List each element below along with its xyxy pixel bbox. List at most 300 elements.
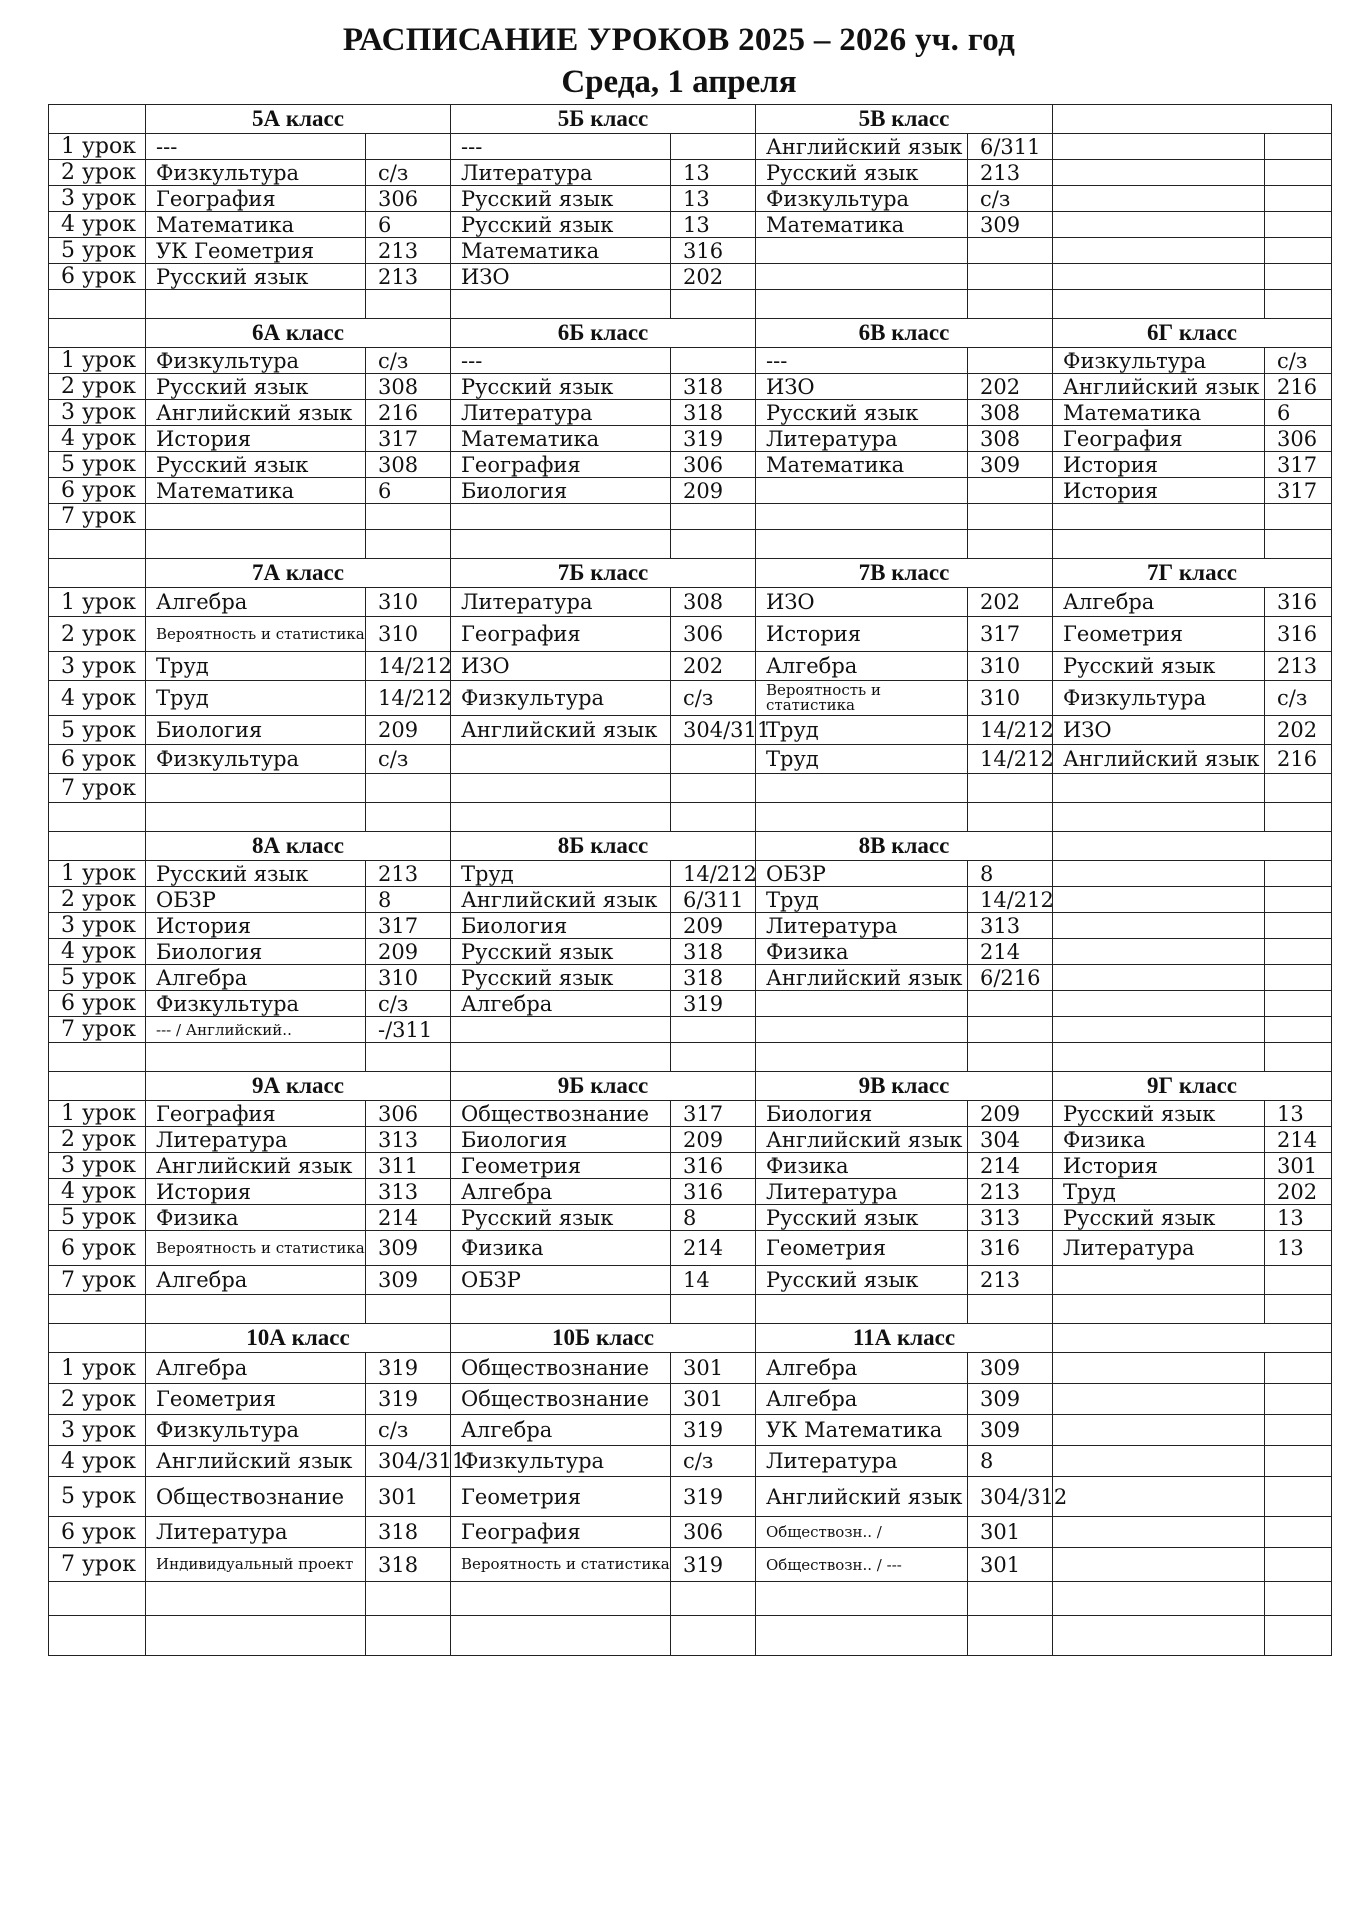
room-cell: с/з [671, 681, 756, 716]
lesson-number: 7 урок [49, 504, 146, 530]
spacer-row [49, 1582, 1332, 1616]
subject-cell [146, 774, 366, 803]
page-title: РАСПИСАНИЕ УРОКОВ 2025 – 2026 уч. год [342, 22, 1016, 58]
subject-cell: УК Математика [756, 1415, 968, 1446]
room-cell [968, 504, 1053, 530]
subject-cell [1053, 1384, 1265, 1415]
lesson-number: 1 урок [49, 134, 146, 160]
lesson-number: 3 урок [49, 1415, 146, 1446]
room-cell [671, 774, 756, 803]
subject-cell: Английский язык [146, 1446, 366, 1477]
lesson-number: 2 урок [49, 617, 146, 652]
subject-cell: Физкультура [451, 1446, 671, 1477]
lesson-number: 6 урок [49, 1517, 146, 1548]
class-name: 7Г класс [1053, 559, 1332, 588]
empty-cell [1053, 1043, 1265, 1072]
lesson-number: 4 урок [49, 1179, 146, 1205]
subject-cell: География [1053, 426, 1265, 452]
subject-cell: Труд [1053, 1179, 1265, 1205]
lesson-number: 1 урок [49, 861, 146, 887]
subject-cell: Литература [756, 913, 968, 939]
empty-cell [1265, 803, 1332, 832]
room-cell: 213 [1265, 652, 1332, 681]
class-name: 9Б класс [451, 1072, 756, 1101]
room-cell: 316 [671, 1179, 756, 1205]
subject-cell [756, 478, 968, 504]
room-cell: -/311 [366, 1017, 451, 1043]
subject-cell: Геометрия [1053, 617, 1265, 652]
class-name: 5В класс [756, 105, 1053, 134]
room-cell [366, 774, 451, 803]
room-cell: 213 [968, 160, 1053, 186]
room-cell [671, 1017, 756, 1043]
room-cell: 310 [366, 588, 451, 617]
subject-cell: Труд [146, 652, 366, 681]
class-name: 9А класс [146, 1072, 451, 1101]
room-cell: 209 [671, 478, 756, 504]
class-header-row [49, 105, 1332, 134]
subject-cell: Русский язык [756, 400, 968, 426]
lesson-number: 7 урок [49, 1266, 146, 1295]
empty-cell [366, 803, 451, 832]
lesson-number: 2 урок [49, 887, 146, 913]
class-name [1053, 832, 1332, 861]
class-name: 6Б класс [451, 319, 756, 348]
room-cell: 308 [366, 452, 451, 478]
room-cell [968, 264, 1053, 290]
subject-cell: Обществознание [451, 1101, 671, 1127]
subject-cell: Математика [451, 426, 671, 452]
subject-cell: Математика [146, 212, 366, 238]
room-cell: 319 [671, 1415, 756, 1446]
subject-cell: Русский язык [146, 264, 366, 290]
spacer-row [49, 530, 1332, 559]
room-cell: 316 [671, 238, 756, 264]
subject-cell [1053, 965, 1265, 991]
empty-cell [451, 1616, 671, 1656]
subject-cell: Английский язык [756, 1127, 968, 1153]
subject-cell: Геометрия [146, 1384, 366, 1415]
subject-cell: Алгебра [451, 1179, 671, 1205]
subject-cell: --- [756, 348, 968, 374]
subject-cell: Физкультура [146, 160, 366, 186]
lesson-number: 4 урок [49, 1446, 146, 1477]
empty-cell [1265, 1295, 1332, 1324]
room-cell: 213 [366, 861, 451, 887]
subject-cell: Литература [146, 1517, 366, 1548]
subject-cell: Физкультура [451, 681, 671, 716]
subject-cell: ИЗО [451, 264, 671, 290]
subject-cell: Алгебра [451, 991, 671, 1017]
subject-cell [1053, 264, 1265, 290]
lesson-row [49, 1548, 1332, 1582]
subject-cell: География [146, 186, 366, 212]
room-cell: 14/212 [671, 861, 756, 887]
room-cell [968, 478, 1053, 504]
subject-cell: ОБЗР [146, 887, 366, 913]
lesson-row [49, 400, 1332, 426]
lesson-number: 4 урок [49, 681, 146, 716]
room-cell: 6 [366, 212, 451, 238]
subject-cell: Математика [146, 478, 366, 504]
lesson-row [49, 348, 1332, 374]
room-cell: 202 [1265, 1179, 1332, 1205]
room-cell: 313 [968, 913, 1053, 939]
class-header-row [49, 1072, 1332, 1101]
room-cell: 306 [671, 452, 756, 478]
lesson-row [49, 1153, 1332, 1179]
subject-cell: Русский язык [451, 374, 671, 400]
subject-cell: ИЗО [756, 588, 968, 617]
room-cell: 214 [1265, 1127, 1332, 1153]
room-cell: 301 [671, 1353, 756, 1384]
subject-cell: Биология [451, 1127, 671, 1153]
room-cell: 318 [671, 400, 756, 426]
lesson-row [49, 212, 1332, 238]
subject-cell: Геометрия [756, 1231, 968, 1266]
lesson-row [49, 1446, 1332, 1477]
room-cell: 316 [968, 1231, 1053, 1266]
empty-cell [1053, 530, 1265, 559]
room-cell: 316 [1265, 617, 1332, 652]
subject-cell: Английский язык [451, 716, 671, 745]
subject-cell: Физкультура [1053, 681, 1265, 716]
lesson-row [49, 264, 1332, 290]
subject-cell [1053, 1017, 1265, 1043]
subject-cell [451, 745, 671, 774]
empty-cell [671, 803, 756, 832]
room-cell: 301 [671, 1384, 756, 1415]
subject-cell [1053, 212, 1265, 238]
class-name: 6А класс [146, 319, 451, 348]
room-cell: 209 [366, 939, 451, 965]
subject-cell: История [1053, 452, 1265, 478]
subject-cell: Труд [451, 861, 671, 887]
room-cell: 310 [366, 965, 451, 991]
subject-cell: Вероятность и статистика [756, 681, 968, 716]
lesson-number: 7 урок [49, 1017, 146, 1043]
class-name: 10Б класс [451, 1324, 756, 1353]
lesson-row [49, 1477, 1332, 1517]
lesson-row [49, 1384, 1332, 1415]
room-cell: 13 [671, 160, 756, 186]
room-cell [1265, 1446, 1332, 1477]
subject-cell: Алгебра [756, 652, 968, 681]
room-cell: 216 [366, 400, 451, 426]
lesson-number: 3 урок [49, 400, 146, 426]
room-cell [366, 504, 451, 530]
empty-cell [49, 1295, 146, 1324]
subject-cell: --- [451, 348, 671, 374]
lesson-number: 2 урок [49, 1384, 146, 1415]
empty-cell [756, 530, 968, 559]
subject-cell: Биология [451, 913, 671, 939]
empty-cell [451, 1295, 671, 1324]
empty-cell [146, 290, 366, 319]
room-cell: 14/212 [968, 887, 1053, 913]
subject-cell: Обществозн.. / --- [756, 1548, 968, 1582]
subject-cell: Английский язык [146, 400, 366, 426]
subject-cell: Английский язык [1053, 374, 1265, 400]
room-cell: 309 [968, 1415, 1053, 1446]
lesson-number: 4 урок [49, 426, 146, 452]
empty-cell [366, 530, 451, 559]
subject-cell: ОБЗР [756, 861, 968, 887]
subject-cell: Математика [451, 238, 671, 264]
lesson-number: 2 урок [49, 1127, 146, 1153]
empty-cell [1053, 1616, 1265, 1656]
room-cell [1265, 991, 1332, 1017]
header-corner-cell [49, 559, 146, 588]
room-cell: 8 [671, 1205, 756, 1231]
lesson-number: 1 урок [49, 1101, 146, 1127]
room-cell: 6 [366, 478, 451, 504]
lesson-row [49, 588, 1332, 617]
room-cell: 308 [366, 374, 451, 400]
room-cell: 313 [366, 1127, 451, 1153]
subject-cell: История [1053, 1153, 1265, 1179]
room-cell: 14/212 [968, 745, 1053, 774]
empty-cell [451, 1043, 671, 1072]
subject-cell [451, 774, 671, 803]
empty-cell [1265, 1043, 1332, 1072]
room-cell [968, 238, 1053, 264]
lesson-row [49, 186, 1332, 212]
class-name: 7В класс [756, 559, 1053, 588]
room-cell [968, 774, 1053, 803]
room-cell [1265, 913, 1332, 939]
subject-cell [756, 774, 968, 803]
subject-cell: Русский язык [756, 1266, 968, 1295]
subject-cell: Английский язык [756, 965, 968, 991]
room-cell: 13 [1265, 1101, 1332, 1127]
room-cell: 308 [968, 426, 1053, 452]
subject-cell [756, 238, 968, 264]
lesson-number: 3 урок [49, 186, 146, 212]
subject-cell: Обществозн.. / [756, 1517, 968, 1548]
subject-cell [756, 504, 968, 530]
subject-cell [1053, 1266, 1265, 1295]
room-cell: 317 [968, 617, 1053, 652]
subject-cell: Английский язык [1053, 745, 1265, 774]
lesson-number: 3 урок [49, 652, 146, 681]
room-cell [1265, 1548, 1332, 1582]
subject-cell: Биология [146, 716, 366, 745]
room-cell: с/з [968, 186, 1053, 212]
room-cell [1265, 186, 1332, 212]
subject-cell: Труд [756, 745, 968, 774]
empty-cell [146, 803, 366, 832]
subject-cell: Алгебра [451, 1415, 671, 1446]
subject-cell [1053, 913, 1265, 939]
room-cell: 14/212 [968, 716, 1053, 745]
subject-cell: ИЗО [1053, 716, 1265, 745]
subject-cell: Литература [756, 1446, 968, 1477]
subject-cell: ОБЗР [451, 1266, 671, 1295]
subject-cell [756, 264, 968, 290]
subject-cell [1053, 861, 1265, 887]
subject-cell: Русский язык [146, 861, 366, 887]
room-cell: 309 [968, 1353, 1053, 1384]
empty-cell [671, 290, 756, 319]
room-cell [1265, 1384, 1332, 1415]
room-cell [671, 745, 756, 774]
subject-cell [451, 1017, 671, 1043]
subject-cell [1053, 1548, 1265, 1582]
subject-cell: Английский язык [146, 1153, 366, 1179]
subject-cell: Алгебра [756, 1384, 968, 1415]
room-cell: 8 [366, 887, 451, 913]
empty-cell [146, 1043, 366, 1072]
room-cell: 318 [366, 1517, 451, 1548]
room-cell: 216 [1265, 745, 1332, 774]
empty-cell [756, 1295, 968, 1324]
room-cell: 13 [671, 212, 756, 238]
subject-cell: Русский язык [451, 939, 671, 965]
room-cell: 308 [968, 400, 1053, 426]
room-cell [671, 348, 756, 374]
subject-cell: Физика [756, 1153, 968, 1179]
room-cell [1265, 887, 1332, 913]
class-name: 7А класс [146, 559, 451, 588]
empty-cell [756, 1043, 968, 1072]
subject-cell: Английский язык [756, 1477, 968, 1517]
lesson-row [49, 238, 1332, 264]
room-cell [1265, 504, 1332, 530]
subject-cell: --- [451, 134, 671, 160]
class-name: 5Б класс [451, 105, 756, 134]
subject-cell: Математика [756, 452, 968, 478]
room-cell [1265, 160, 1332, 186]
subject-cell: Алгебра [146, 1353, 366, 1384]
room-cell: 209 [366, 716, 451, 745]
room-cell: 6/216 [968, 965, 1053, 991]
lesson-number: 5 урок [49, 1477, 146, 1517]
subject-cell: Индивидуальный проект [146, 1548, 366, 1582]
subject-cell: Вероятность и статистика [451, 1548, 671, 1582]
empty-cell [451, 530, 671, 559]
subject-cell: Обществознание [146, 1477, 366, 1517]
room-cell: 317 [1265, 452, 1332, 478]
subject-cell: Русский язык [451, 1205, 671, 1231]
subject-cell: Русский язык [1053, 1101, 1265, 1127]
room-cell: 202 [968, 374, 1053, 400]
empty-cell [671, 530, 756, 559]
class-name: 11А класс [756, 1324, 1053, 1353]
lesson-row [49, 1517, 1332, 1548]
room-cell: 13 [1265, 1231, 1332, 1266]
empty-cell [671, 1043, 756, 1072]
subject-cell: Математика [1053, 400, 1265, 426]
room-cell [1265, 264, 1332, 290]
subject-cell: Обществознание [451, 1353, 671, 1384]
subject-cell [756, 1017, 968, 1043]
room-cell: 14/212 [366, 652, 451, 681]
subject-cell [1053, 186, 1265, 212]
subject-cell: Литература [756, 426, 968, 452]
lesson-number: 5 урок [49, 1205, 146, 1231]
subject-cell [1053, 1446, 1265, 1477]
header-corner-cell [49, 832, 146, 861]
room-cell: 309 [968, 452, 1053, 478]
empty-cell [756, 1582, 968, 1616]
lesson-row [49, 1353, 1332, 1384]
empty-cell [1265, 530, 1332, 559]
subject-cell: Труд [756, 716, 968, 745]
subject-cell [1053, 774, 1265, 803]
lesson-row [49, 939, 1332, 965]
subject-cell: Вероятность и статистика [146, 1231, 366, 1266]
room-cell: 310 [968, 681, 1053, 716]
subject-cell: Русский язык [451, 965, 671, 991]
subject-cell: Русский язык [756, 160, 968, 186]
subject-cell: Биология [756, 1101, 968, 1127]
subject-cell [1053, 1353, 1265, 1384]
subject-cell: История [146, 1179, 366, 1205]
subject-cell: География [451, 1517, 671, 1548]
subject-cell: Физкультура [146, 745, 366, 774]
lesson-number: 6 урок [49, 991, 146, 1017]
room-cell [1265, 774, 1332, 803]
class-name: 5А класс [146, 105, 451, 134]
room-cell: 306 [366, 1101, 451, 1127]
subject-cell: Вероятность и статистика [146, 617, 366, 652]
class-name: 8В класс [756, 832, 1053, 861]
header-corner-cell [49, 319, 146, 348]
room-cell: 202 [1265, 716, 1332, 745]
room-cell: 304/312 [968, 1477, 1053, 1517]
page-subtitle-date: Среда, 1 апреля [561, 64, 797, 100]
empty-cell [146, 1295, 366, 1324]
subject-cell: --- [146, 134, 366, 160]
lesson-number: 5 урок [49, 965, 146, 991]
room-cell [1265, 1353, 1332, 1384]
room-cell: 216 [1265, 374, 1332, 400]
empty-cell [366, 1043, 451, 1072]
subject-cell [1053, 238, 1265, 264]
room-cell: 318 [366, 1548, 451, 1582]
subject-cell: Алгебра [146, 1266, 366, 1295]
lesson-row [49, 716, 1332, 745]
class-name: 10А класс [146, 1324, 451, 1353]
room-cell: 310 [366, 617, 451, 652]
subject-cell: История [1053, 478, 1265, 504]
room-cell [1265, 1517, 1332, 1548]
subject-cell: Литература [756, 1179, 968, 1205]
empty-cell [366, 1616, 451, 1656]
room-cell: 304 [968, 1127, 1053, 1153]
room-cell: с/з [1265, 681, 1332, 716]
class-header-row [49, 832, 1332, 861]
empty-cell [49, 1616, 146, 1656]
subject-cell: Алгебра [146, 965, 366, 991]
lesson-row [49, 134, 1332, 160]
empty-cell [49, 803, 146, 832]
room-cell [968, 348, 1053, 374]
room-cell: 14/212 [366, 681, 451, 716]
subject-cell: Русский язык [1053, 652, 1265, 681]
room-cell: с/з [366, 348, 451, 374]
lesson-row [49, 160, 1332, 186]
room-cell: 306 [671, 617, 756, 652]
room-cell [1265, 1017, 1332, 1043]
subject-cell: Литература [146, 1127, 366, 1153]
room-cell: 213 [968, 1179, 1053, 1205]
class-name: 9В класс [756, 1072, 1053, 1101]
empty-cell [146, 1582, 366, 1616]
class-name: 6В класс [756, 319, 1053, 348]
room-cell: 317 [366, 426, 451, 452]
